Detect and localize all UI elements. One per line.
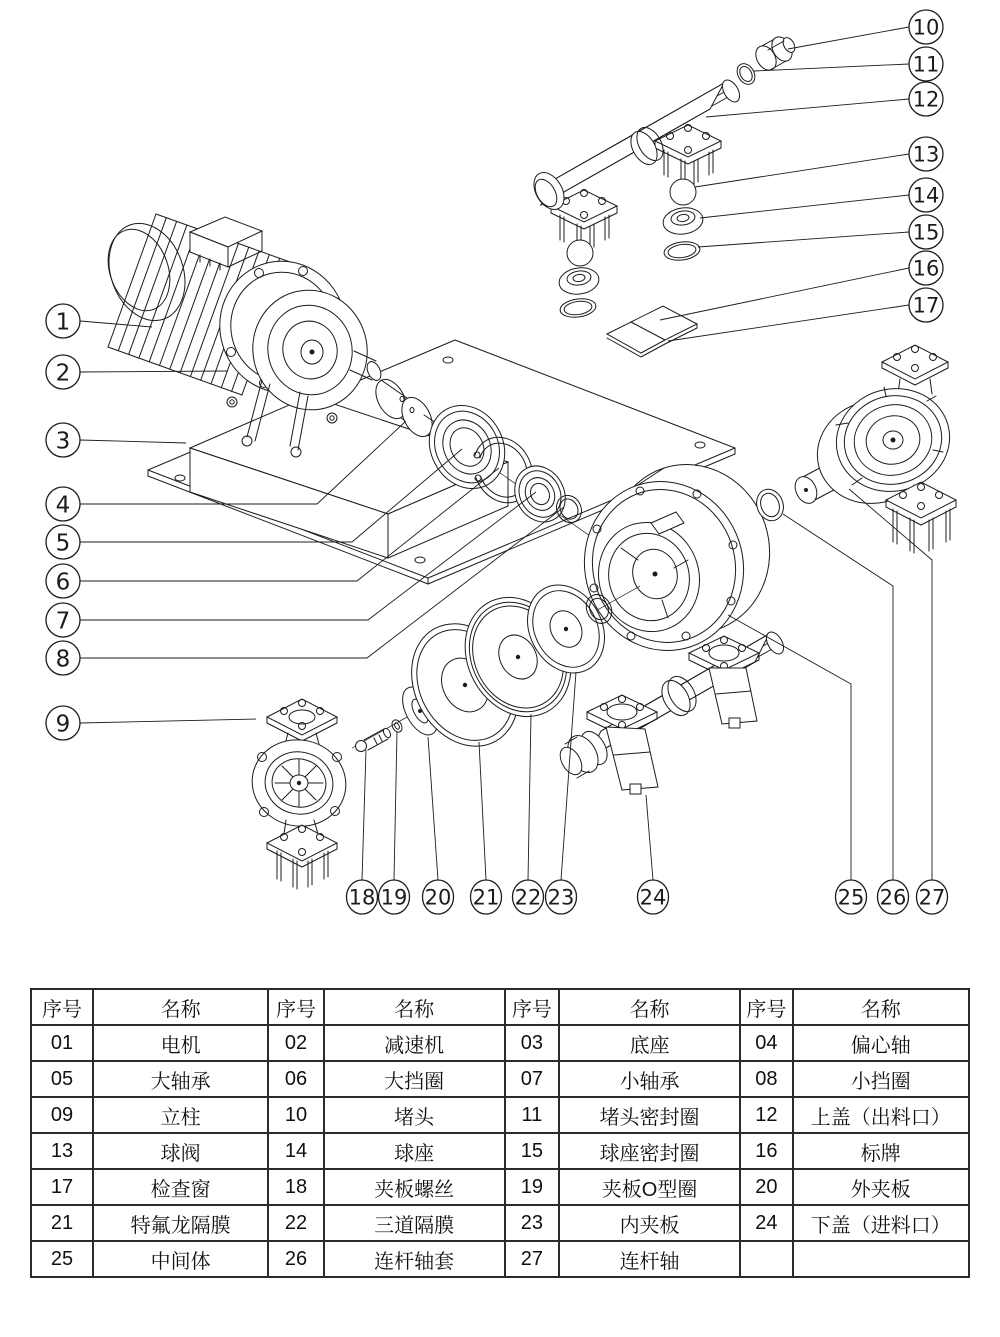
table-header-row	[31, 989, 969, 1025]
part-name-cell: 堵头密封圈	[559, 1097, 740, 1133]
part-number-cell: 13	[31, 1133, 93, 1169]
part-number-cell	[740, 1241, 793, 1277]
part-number-cell: 23	[505, 1205, 559, 1241]
callout-number-20: 20	[424, 885, 452, 910]
leader-line-9	[80, 719, 256, 723]
callout-number-5: 5	[55, 530, 71, 557]
part-number-cell: 27	[505, 1241, 559, 1277]
part-number-cell: 21	[31, 1205, 93, 1241]
part-name-cell: 内夹板	[559, 1205, 740, 1241]
callout-number-11: 11	[912, 52, 940, 77]
callout-number-23: 23	[547, 885, 575, 910]
part-number-cell: 10	[268, 1097, 323, 1133]
callout-number-25: 25	[837, 885, 865, 910]
callout-number-12: 12	[912, 87, 940, 112]
part-name-cell: 中间体	[93, 1241, 268, 1277]
leader-line-23	[561, 672, 576, 880]
part-number-cell: 15	[505, 1133, 559, 1169]
part-number-cell: 12	[740, 1097, 793, 1133]
part-name-cell: 夹板螺丝	[324, 1169, 505, 1205]
part-name-cell: 连杆轴套	[324, 1241, 505, 1277]
part-name-cell	[793, 1241, 969, 1277]
table-row	[31, 1205, 969, 1241]
leader-line-10	[788, 27, 909, 49]
part-name-cell: 堵头	[324, 1097, 505, 1133]
part-number-cell: 18	[268, 1169, 323, 1205]
table-header-cell: 名称	[559, 989, 740, 1025]
callout-number-8: 8	[55, 646, 71, 673]
part-name-cell: 上盖（出料口）	[793, 1097, 969, 1133]
leader-line-2	[80, 371, 228, 372]
part-number-cell: 14	[268, 1133, 323, 1169]
leader-line-11	[754, 64, 909, 71]
callout-number-19: 19	[380, 885, 408, 910]
part-number-cell: 22	[268, 1205, 323, 1241]
leader-line-16	[660, 268, 909, 320]
clamp-o-ring	[390, 718, 404, 734]
callout-number-9: 9	[55, 711, 71, 738]
callout-number-7: 7	[55, 608, 71, 635]
callout-number-27: 27	[918, 885, 946, 910]
part-name-cell: 标牌	[793, 1133, 969, 1169]
part-name-cell: 电机	[93, 1025, 268, 1061]
callout-number-2: 2	[55, 360, 71, 387]
part-name-cell: 球阀	[93, 1133, 268, 1169]
callout-number-26: 26	[879, 885, 907, 910]
part-number-cell: 09	[31, 1097, 93, 1133]
leader-line-3	[80, 440, 186, 443]
table-row	[31, 1133, 969, 1169]
table-header-cell: 序号	[31, 989, 93, 1025]
part-name-cell: 夹板O型圈	[559, 1169, 740, 1205]
callout-number-13: 13	[912, 142, 940, 167]
part-name-cell: 底座	[559, 1025, 740, 1061]
callout-number-24: 24	[639, 885, 667, 910]
callout-number-3: 3	[55, 428, 71, 455]
leader-line-22	[528, 714, 531, 880]
part-number-cell: 05	[31, 1061, 93, 1097]
leader-line-27	[849, 489, 932, 880]
part-name-cell: 检查窗	[93, 1169, 268, 1205]
clamp-screw	[356, 727, 392, 751]
part-number-cell: 06	[268, 1061, 323, 1097]
table-header-cell: 序号	[505, 989, 559, 1025]
part-number-cell: 02	[268, 1025, 323, 1061]
callout-number-10: 10	[912, 15, 940, 40]
part-name-cell: 减速机	[324, 1025, 505, 1061]
part-number-cell: 20	[740, 1169, 793, 1205]
part-number-cell: 04	[740, 1025, 793, 1061]
part-name-cell: 外夹板	[793, 1169, 969, 1205]
callout-number-14: 14	[912, 183, 940, 208]
leader-line-24	[646, 795, 653, 880]
leader-line-14	[700, 195, 909, 218]
part-name-cell: 小挡圈	[793, 1061, 969, 1097]
callout-number-6: 6	[55, 569, 71, 596]
table-header-cell: 名称	[324, 989, 505, 1025]
part-number-cell: 08	[740, 1061, 793, 1097]
part-number-cell: 11	[505, 1097, 559, 1133]
leader-line-15	[698, 232, 909, 247]
callout-number-21: 21	[472, 885, 500, 910]
part-name-cell: 大挡圈	[324, 1061, 505, 1097]
part-number-cell: 01	[31, 1025, 93, 1061]
part-name-cell: 球座	[324, 1133, 505, 1169]
table-header-cell: 名称	[793, 989, 969, 1025]
part-name-cell: 连杆轴	[559, 1241, 740, 1277]
part-number-cell: 26	[268, 1241, 323, 1277]
plug-seal-ring	[734, 60, 759, 87]
table-row	[31, 1169, 969, 1205]
part-name-cell: 立柱	[93, 1097, 268, 1133]
callout-number-17: 17	[912, 293, 940, 318]
part-name-cell: 大轴承	[93, 1061, 268, 1097]
leader-line-18	[362, 750, 366, 880]
table-header-cell: 名称	[93, 989, 268, 1025]
left-pump-head	[244, 699, 354, 889]
part-name-cell: 三道隔膜	[324, 1205, 505, 1241]
callout-number-4: 4	[55, 492, 71, 519]
part-number-cell: 16	[740, 1133, 793, 1169]
table-row	[31, 1241, 969, 1277]
callout-number-18: 18	[348, 885, 376, 910]
upper-manifold	[528, 77, 743, 251]
part-number-cell: 07	[505, 1061, 559, 1097]
part-number-cell: 24	[740, 1205, 793, 1241]
part-number-cell: 17	[31, 1169, 93, 1205]
table-header-cell: 序号	[268, 989, 323, 1025]
part-name-cell: 偏心轴	[793, 1025, 969, 1061]
part-number-cell: 03	[505, 1025, 559, 1061]
leader-line-20	[428, 737, 438, 880]
callout-number-1: 1	[55, 309, 71, 336]
leader-line-13	[695, 154, 909, 187]
leader-line-21	[479, 742, 486, 880]
part-number-cell: 25	[31, 1241, 93, 1277]
table-row	[31, 1025, 969, 1061]
plug	[752, 33, 798, 74]
leader-line-19	[394, 732, 397, 880]
right-pump-head	[806, 345, 962, 553]
part-name-cell: 小轴承	[559, 1061, 740, 1097]
callout-number-22: 22	[514, 885, 542, 910]
callout-number-15: 15	[912, 220, 940, 245]
parts-table	[30, 988, 970, 1278]
leader-line-26	[783, 514, 893, 880]
part-number-cell: 19	[505, 1169, 559, 1205]
part-name-cell: 下盖（进料口）	[793, 1205, 969, 1241]
part-name-cell: 球座密封圈	[559, 1133, 740, 1169]
table-row	[31, 1061, 969, 1097]
callout-number-16: 16	[912, 256, 940, 281]
part-name-cell: 特氟龙隔膜	[93, 1205, 268, 1241]
table-row	[31, 1097, 969, 1133]
table-header-cell: 序号	[740, 989, 793, 1025]
